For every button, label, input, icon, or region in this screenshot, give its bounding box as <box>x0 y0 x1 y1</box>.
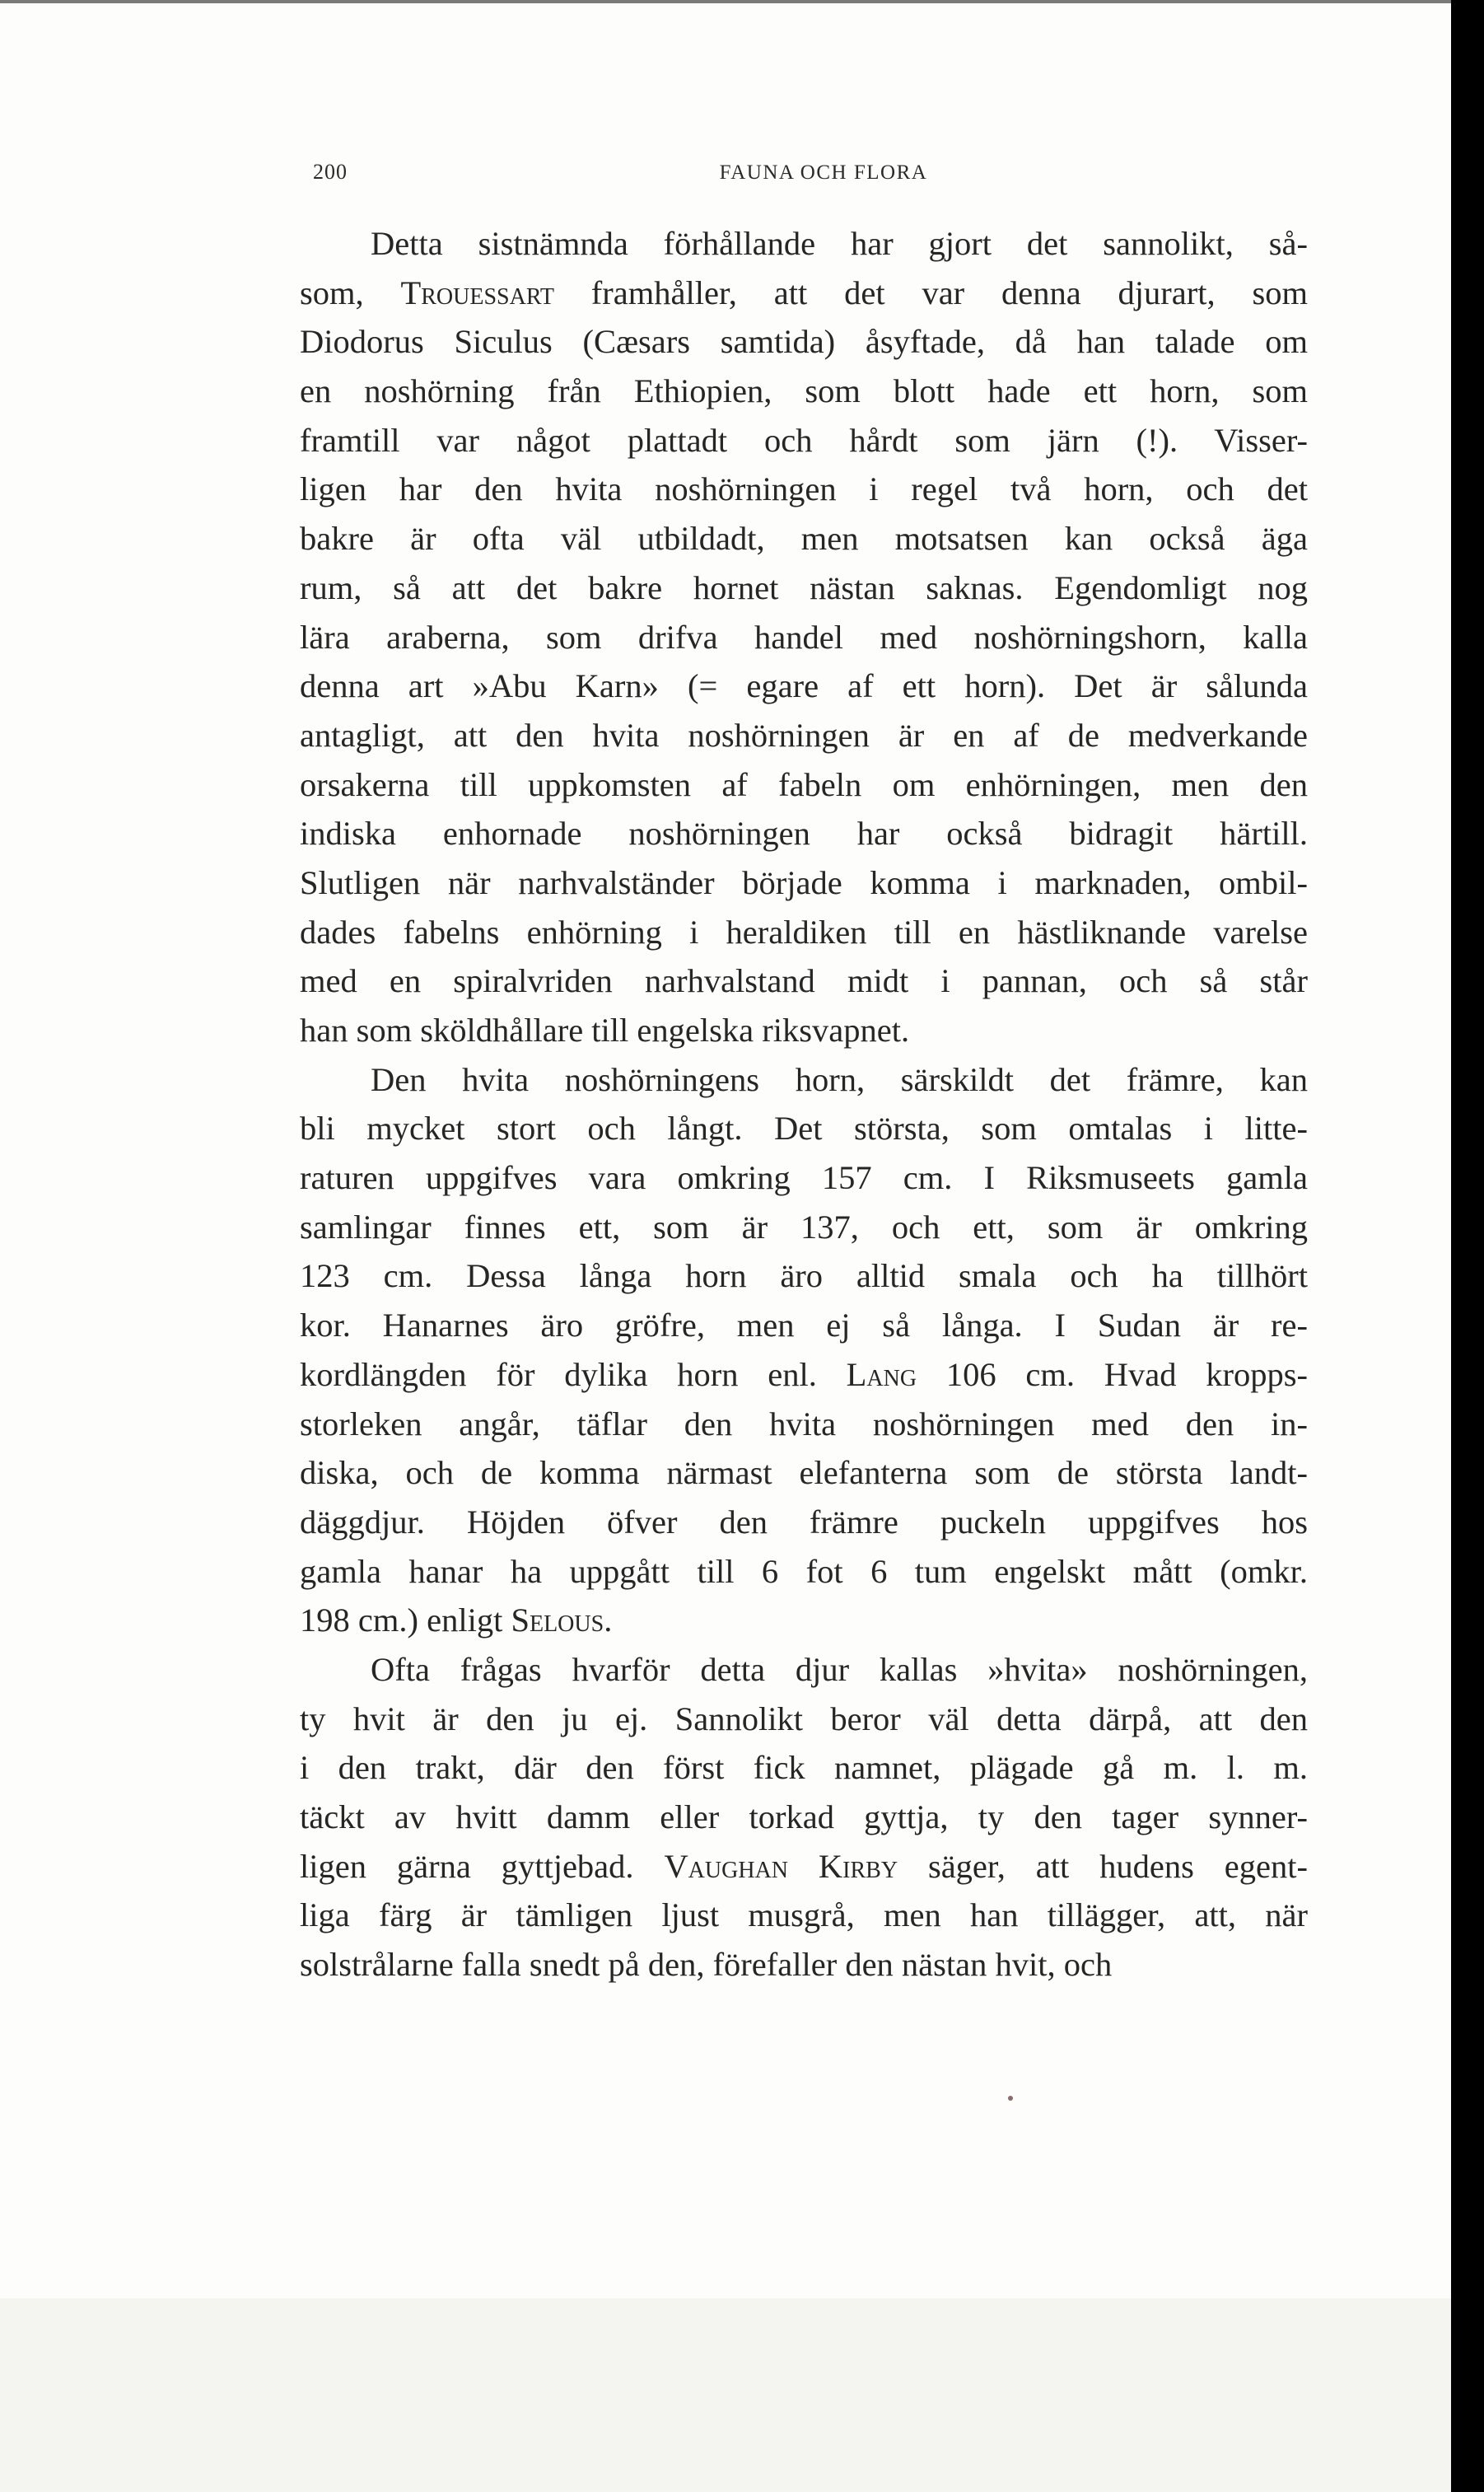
text-run: kor. Hanarnes äro gröfre, men ej så långa. I Sudan är re- <box>300 1307 1308 1344</box>
text-run: samlingar finnes ett, som är 137, och ett, som är omkring <box>300 1208 1308 1246</box>
author-name: Lang <box>846 1355 917 1393</box>
text-run: 106 cm. Hvad kropps- <box>917 1355 1309 1393</box>
text-run: orsakerna till uppkomsten af fabeln om enhörningen, men den <box>300 765 1308 803</box>
text-line <box>300 514 1308 563</box>
text-line <box>300 367 1308 416</box>
text-run: kordlängden för dylika horn enl. <box>300 1355 847 1393</box>
text-line <box>300 1203 1308 1252</box>
text-line <box>300 1498 1308 1547</box>
text-line <box>300 563 1308 613</box>
text-run: rum, så att det bakre hornet nästan saknas. Egendomligt nog <box>300 568 1308 606</box>
text-line <box>300 809 1308 858</box>
text-line <box>300 317 1308 367</box>
text-line <box>300 956 1308 1006</box>
text-line <box>300 858 1308 908</box>
text-run: framhåller, att det var denna djurart, som <box>553 274 1308 311</box>
text-line <box>300 1547 1308 1597</box>
text-run: storleken angår, täflar den hvita noshörningen med den in- <box>300 1405 1308 1442</box>
text-line <box>300 1055 1308 1105</box>
text-run: ligen har den hvita noshörningen i regel två horn, och det <box>300 470 1308 508</box>
text-line <box>300 416 1308 465</box>
text-run: Den hvita noshörningens horn, särskildt det främre, kan <box>371 1060 1308 1098</box>
text-run: diska, och de komma närmast elefanterna som de största landt- <box>300 1454 1308 1492</box>
author-name: Trouessart <box>400 274 554 311</box>
author-name: Vaughan Kirby <box>664 1847 898 1885</box>
text-line <box>300 711 1308 760</box>
ink-speck <box>1008 2096 1013 2101</box>
paragraph <box>300 1055 1308 1645</box>
running-title: FAUNA OCH FLORA <box>719 161 928 184</box>
text-line <box>300 1842 1308 1891</box>
text-run: däggdjur. Höjden öfver den främre puckeln uppgifves hos <box>300 1503 1308 1541</box>
text-run: solstrålarne falla snedt på den, förefaller den nästan hvit, och <box>300 1946 1113 1984</box>
text-line <box>300 908 1308 957</box>
text-line <box>300 1350 1308 1400</box>
text-run: med en spiralvriden narhvalstand midt i pannan, och så står <box>300 962 1308 1000</box>
text-run: ty hvit är den ju ej. Sannolikt beror väl detta därpå, att den <box>300 1700 1308 1737</box>
author-name: Selous <box>511 1601 604 1639</box>
paragraph <box>300 1645 1308 1989</box>
text-run: Detta sistnämnda förhållande har gjort det sannolikt, så- <box>371 225 1308 262</box>
text-run: 198 cm.) enligt <box>300 1601 511 1639</box>
text-run: indiska enhornade noshörningen har också bidragit härtill. <box>300 815 1308 853</box>
text-line <box>300 613 1308 662</box>
running-head <box>313 160 1334 193</box>
text-run: Slutligen när narhvalständer började komma i marknaden, ombil- <box>300 863 1308 901</box>
text-line <box>300 465 1308 514</box>
text-run: en noshörning från Ethiopien, som blott hade ett horn, som <box>300 372 1308 410</box>
body-text <box>300 219 1308 1989</box>
text-line <box>300 269 1308 318</box>
text-run: Diodorus Siculus (Cæsars samtida) åsyftade, då han talade om <box>300 323 1308 361</box>
text-run: han som sköldhållare till engelska riksvapnet. <box>300 1012 910 1049</box>
text-line <box>300 1695 1308 1744</box>
text-run: denna art »Abu Karn» (= egare af ett horn). Det är sålunda <box>300 667 1308 705</box>
text-line <box>300 1793 1308 1842</box>
text-line <box>300 1153 1308 1203</box>
text-line <box>300 1301 1308 1350</box>
text-run: säger, att hudens egent- <box>898 1847 1308 1885</box>
text-run: . <box>604 1601 613 1639</box>
text-run: bakre är ofta väl utbildadt, men motsatsen kan också äga <box>300 520 1308 558</box>
paragraph <box>300 219 1308 1055</box>
text-line <box>300 662 1308 711</box>
text-run: gamla hanar ha uppgått till 6 fot 6 tum engelskt mått (omkr. <box>300 1552 1308 1590</box>
text-line <box>300 1400 1308 1449</box>
text-run: dades fabelns enhörning i heraldiken till en hästliknande varelse <box>300 913 1308 951</box>
text-run: bli mycket stort och långt. Det största, som omtalas i litte- <box>300 1110 1308 1148</box>
text-run: lära araberna, som drifva handel med noshörningshorn, kalla <box>300 618 1308 656</box>
text-run: antagligt, att den hvita noshörningen är en af de medverkande <box>300 716 1308 754</box>
text-line <box>300 1448 1308 1498</box>
text-line <box>300 1743 1308 1793</box>
text-run: täckt av hvitt damm eller torkad gyttja, ty den tager synner- <box>300 1798 1308 1835</box>
text-run: som, <box>300 274 401 311</box>
text-run: framtill var något plattadt och hårdt som järn (!). Visser- <box>300 421 1308 459</box>
lower-scan-margin <box>0 2298 1451 2492</box>
text-line <box>300 1596 1308 1645</box>
text-line <box>300 1645 1308 1695</box>
text-run: liga färg är tämligen ljust musgrå, men han tillägger, att, när <box>300 1896 1308 1934</box>
text-line <box>300 1006 1308 1055</box>
text-line <box>300 1251 1308 1301</box>
text-run: 123 cm. Dessa långa horn äro alltid smala och ha tillhört <box>300 1257 1308 1295</box>
text-line <box>300 760 1308 810</box>
text-line <box>300 1104 1308 1153</box>
text-line <box>300 1891 1308 1940</box>
text-line <box>300 1940 1308 1989</box>
page-number: 200 <box>313 160 348 184</box>
text-run: i den trakt, där den först fick namnet, plägade gå m. l. m. <box>300 1749 1308 1787</box>
text-run: raturen uppgifves vara omkring 157 cm. I Riksmuseets gamla <box>300 1159 1308 1197</box>
text-run: Ofta frågas hvarför detta djur kallas »hvita» noshörningen, <box>371 1650 1308 1688</box>
text-run: ligen gärna gyttjebad. <box>300 1847 665 1885</box>
text-line <box>300 219 1308 269</box>
